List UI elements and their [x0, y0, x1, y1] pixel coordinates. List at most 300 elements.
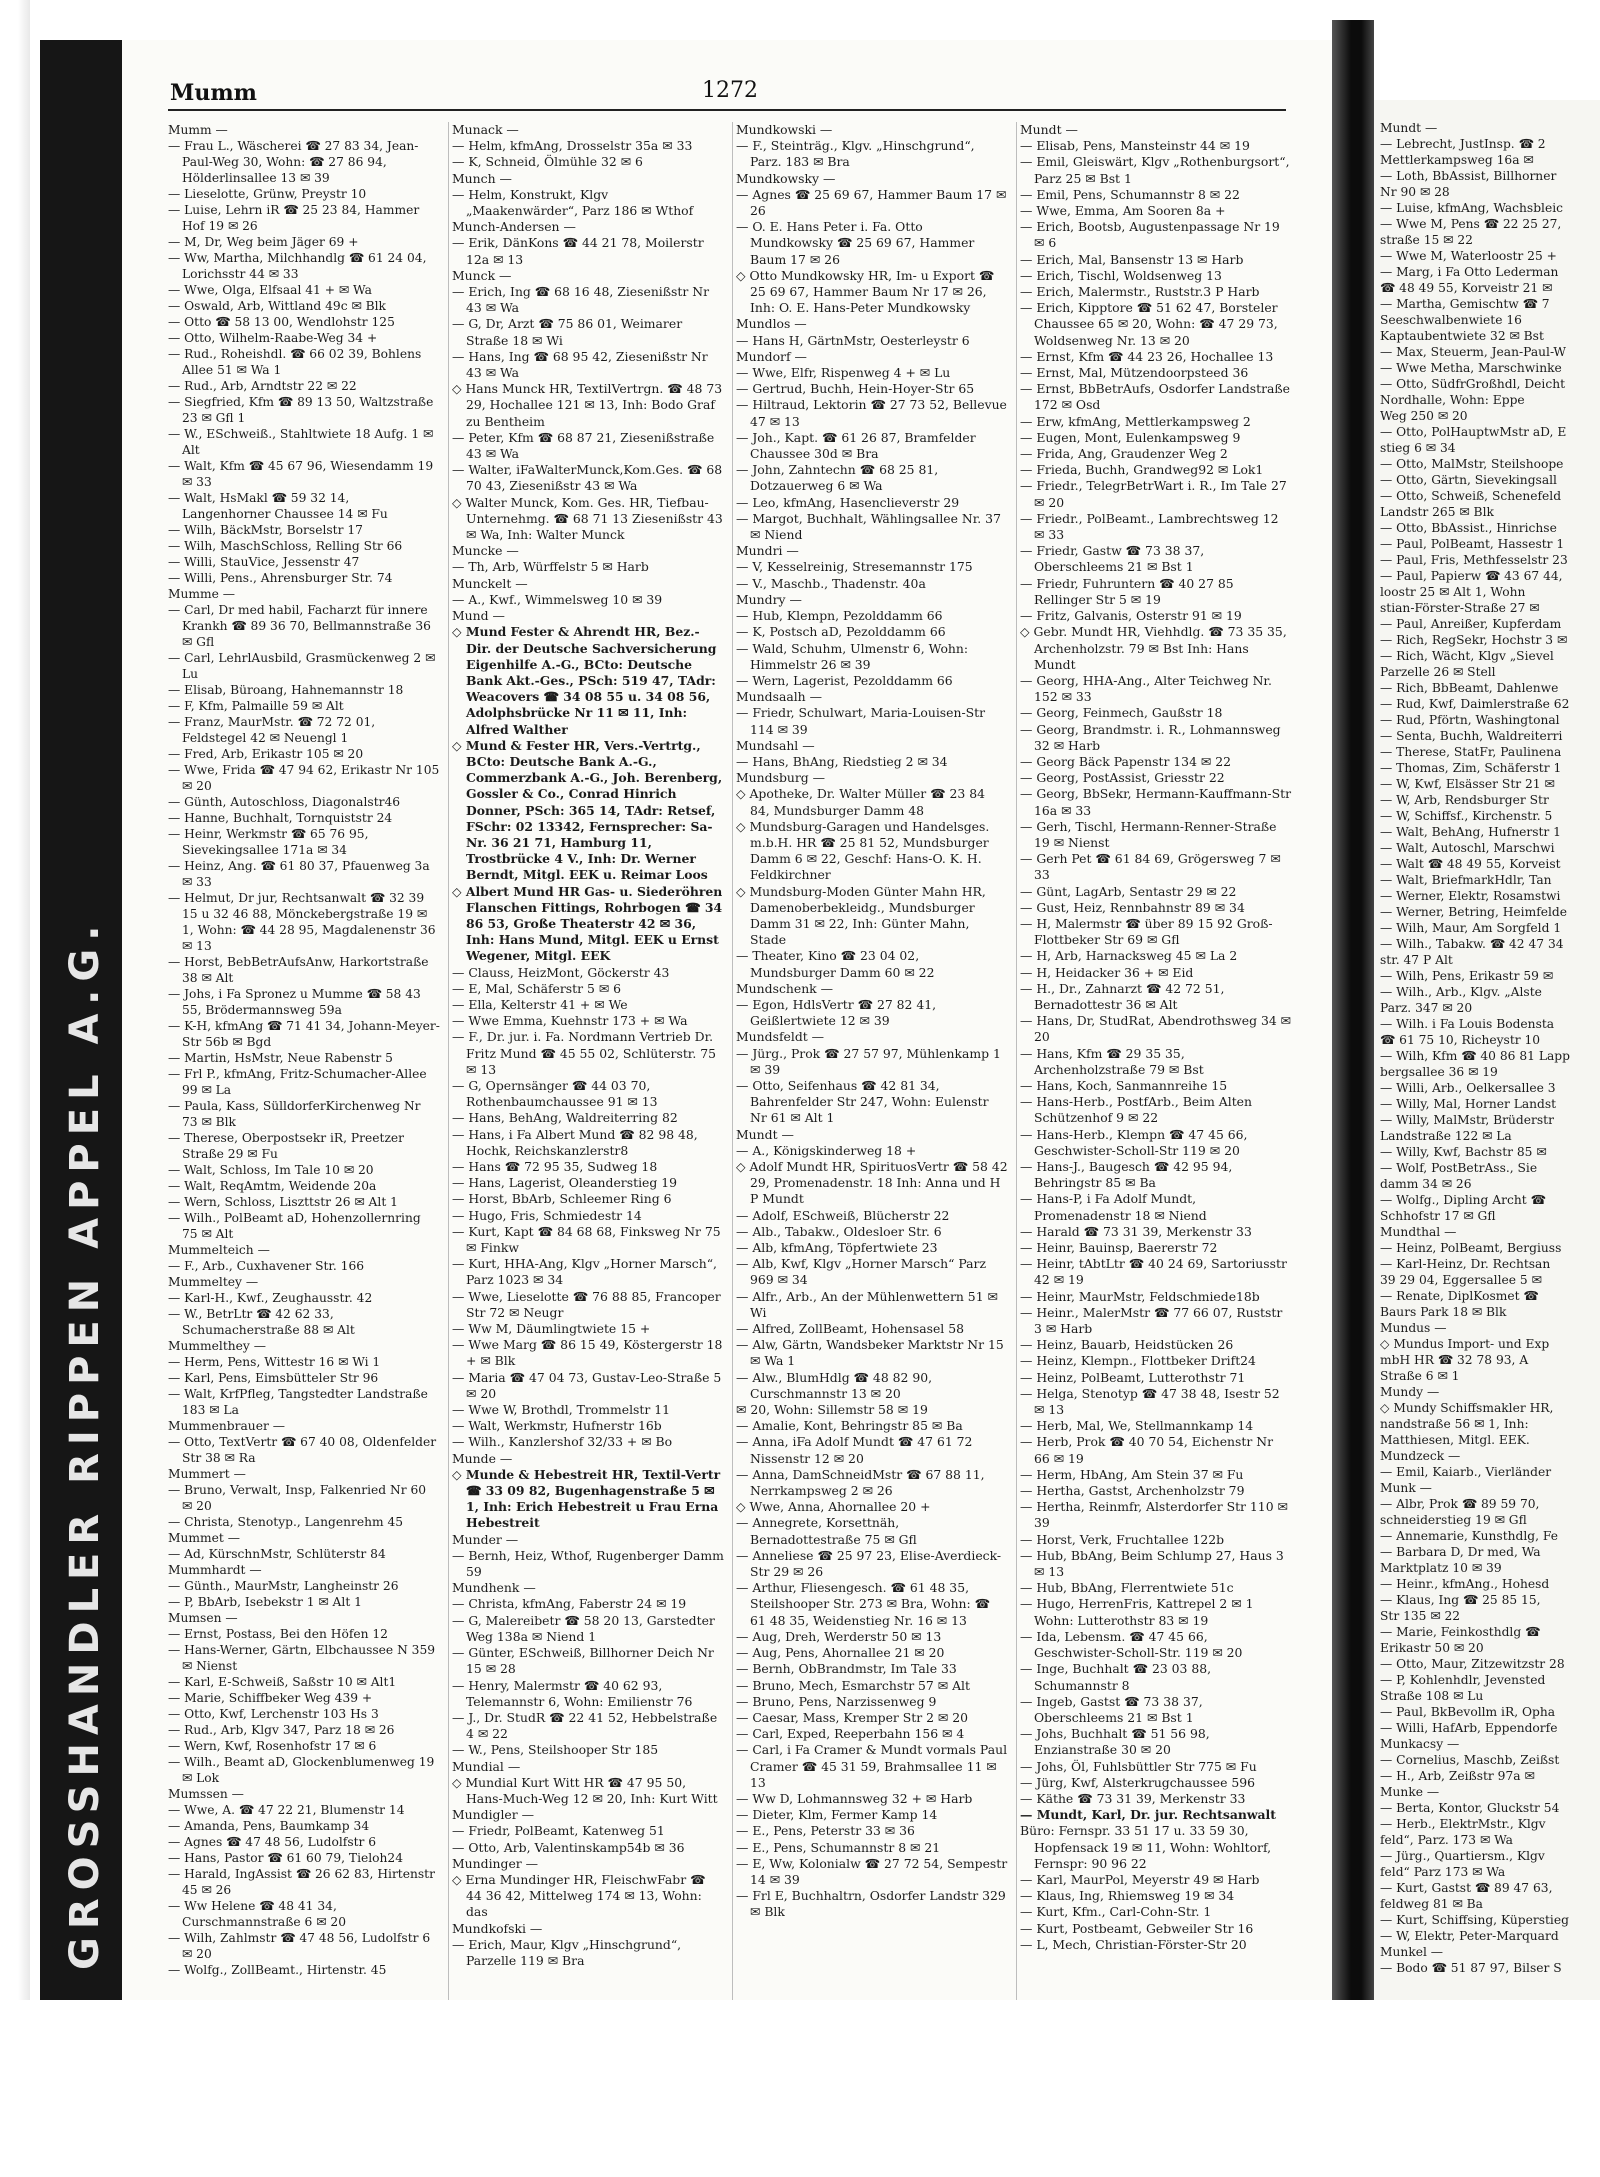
directory-entry: — Albr, Prok ☎ 89 59 70, — [1380, 1497, 1540, 1511]
directory-entry: — H, Heidacker 36 + ✉ Eid — [1020, 964, 1194, 980]
directory-entry: — Elisab, Pens, Mansteinstr 44 ✉ 19 — [1020, 138, 1250, 154]
directory-entry: — Wwe, Lieselotte ☎ 76 88 85, Francoper Str 72 ✉ Neugr — [452, 1288, 721, 1320]
directory-entry: — Otto, Kwf, Lerchenstr 103 Hs 3 — [168, 1707, 379, 1721]
surname-heading: Mundsburg — — [736, 770, 826, 786]
directory-entry: — Otto, Seifenhaus ☎ 42 81 34, Bahrenfelder Str 247, Wohn: Eulenstr Nr 61 ✉ Alt 1 — [736, 1077, 989, 1126]
directory-entry: — Karl-Heinz, Dr. Rechtsan — [1380, 1257, 1551, 1271]
directory-entry: — Johs, Buchhalt ☎ 51 56 98, Enzianstraße 30 ✉ 20 — [1020, 1726, 1210, 1758]
directory-entry: — Heinr, Werkmstr ☎ 65 76 95, Sievekingsallee 171a ✉ 34 — [168, 827, 369, 857]
surname-heading: Mummenbrauer — — [168, 1419, 285, 1433]
surname-heading: Mumssen — — [168, 1787, 244, 1801]
directory-entry: — Loth, BbAssist, Billhorner — [1380, 169, 1557, 183]
directory-entry: — E., Pens, Schumannstr 8 ✉ 21 — [736, 1839, 941, 1855]
directory-entry: — Helga, Stenotyp ☎ 47 38 48, Isestr 52 ✉ 13 — [1020, 1385, 1280, 1418]
directory-entry: — H., Arb, Zeißstr 97a ✉ — [1380, 1769, 1535, 1783]
directory-entry: — H, Arb, Harnacksweg 45 ✉ La 2 — [1020, 948, 1238, 964]
directory-entry: — Margot, Buchhalt, Wählingsallee Nr. 37 ✉ Niend — [736, 510, 1001, 543]
directory-entry: — Otto, Gärtn, Sievekingsall — [1380, 473, 1557, 487]
directory-entry: — Erich, Maur, Klgv „Hinschgrund“, Parzelle 119 ✉ Bra — [452, 1936, 682, 1968]
directory-entry: — Joh., Kapt. ☎ 61 26 87, Bramfelder Chaussee 30d ✉ Bra — [736, 429, 976, 462]
directory-entry: — Hanne, Buchhalt, Tornquiststr 24 — [168, 811, 393, 825]
directory-entry: — Walt, KrfPfleg, Tangstedter Landstraße 183 ✉ La — [168, 1387, 428, 1417]
directory-entry: — W, Arb, Rendsburger Str — [1380, 793, 1549, 807]
directory-entry: — M, Dr, Weg beim Jäger 69 + — [168, 235, 359, 249]
running-head: Mumm — [170, 80, 257, 106]
directory-entry: Seeschwalbenwiete 16 — [1380, 313, 1522, 327]
directory-entry: — Helm, Konstrukt, Klgv „Maakenwärder“, Parz 186 ✉ Wthof — [452, 186, 694, 219]
directory-entry: feldweg 81 ✉ Ba — [1380, 1897, 1483, 1911]
directory-entry: — G, Opernsänger ☎ 44 03 70, Rothenbaumchaussee 91 ✉ 13 — [452, 1077, 658, 1110]
directory-entry: ◇ Mundsburg-Garagen und Handelsges. m.b.H. HR ☎ 25 81 52, Mundsburger Damm 6 ✉ 22, Geschf: Hans-O. K. H. Feldkirchner — [736, 818, 990, 883]
directory-entry: — Walt, Schloss, Im Tale 10 ✉ 20 — [168, 1163, 374, 1177]
directory-entry: — E, Mal, Schäferstr 5 ✉ 6 — [452, 980, 622, 996]
directory-entry: — Friedr, Schulwart, Maria-Louisen-Str 114 ✉ 39 — [736, 705, 986, 737]
directory-entry: — Friedr, PolBeamt, Katenweg 51 — [452, 1823, 665, 1839]
directory-entry: — Otto, Wilhelm-Raabe-Weg 34 + — [168, 331, 378, 345]
directory-entry: — Rud, Pförtn, Washingtonal — [1380, 713, 1560, 727]
directory-entry: Baurs Park 18 ✉ Blk — [1380, 1305, 1507, 1319]
directory-entry: — Friedr, Gastw ☎ 73 38 37, Oberschleems 21 ✉ Bst 1 — [1020, 543, 1205, 575]
surname-heading: Mundkowsky — — [736, 170, 836, 186]
directory-entry: — Fred, Arb, Erikastr 105 ✉ 20 — [168, 747, 364, 761]
directory-entry: — E, Ww, Kolonialw ☎ 27 72 54, Sempestr 14 ✉ 39 — [736, 1855, 1008, 1887]
directory-entry: — Emil, Pens, Schumannstr 8 ✉ 22 — [1020, 186, 1240, 202]
directory-entry: — Hans-Werner, Gärtn, Elbchaussee N 359 ✉ Nienst — [168, 1643, 436, 1673]
book-gutter — [1332, 20, 1374, 2040]
directory-entry: — Willi, Pens., Ahrensburger Str. 74 — [168, 571, 393, 585]
directory-entry: — Paul, Papierw ☎ 43 67 44, — [1380, 569, 1563, 583]
directory-entry: — Martin, HsMstr, Neue Rabenstr 5 — [168, 1051, 393, 1065]
directory-entry: — Horst, BbArb, Schleemer Ring 6 — [452, 1191, 672, 1207]
directory-entry: — Willy, Mal, Horner Landst — [1380, 1097, 1557, 1111]
directory-entry: — Herb, Prok ☎ 40 70 54, Eichenstr Nr 66 ✉ 19 — [1020, 1434, 1273, 1466]
directory-entry: — Wern, Schloss, Liszttstr 26 ✉ Alt 1 — [168, 1195, 398, 1209]
surname-heading: Muncke — — [452, 543, 519, 559]
directory-entry: — Heinz, Klempn., Flottbeker Drift24 — [1020, 1353, 1256, 1369]
surname-heading: Mumm — — [168, 123, 228, 137]
directory-entry: — Alw, Gärtn, Wandsbeker Marktstr Nr 15 ✉ Wa 1 — [736, 1337, 1004, 1369]
directory-entry: — Erich, Kipptore ☎ 51 62 47, Borsteler Chaussee 65 ✉ 20, Wohn: ☎ 47 29 73, Woldsenweg Nr. 13 ✉ 20 — [1020, 300, 1278, 348]
directory-entry: — Agnes ☎ 47 48 56, Ludolfstr 6 — [168, 1835, 377, 1849]
surname-heading: Mundt — — [1020, 122, 1078, 137]
directory-entry: — Aug, Pens, Ahornallee 21 ✉ 20 — [736, 1645, 945, 1661]
directory-entry: — P, BbArb, Isebekstr 1 ✉ Alt 1 — [168, 1595, 362, 1609]
directory-entry: — Wolfg., Dipling Archt ☎ — [1380, 1193, 1546, 1207]
directory-entry: ◇ Hans Munck HR, TextilVertrgn. ☎ 48 73 29, Hochallee 121 ✉ 13, Inh: Bodo Graf zu Bentheim — [452, 381, 723, 429]
directory-entry: — A., Kwf., Wimmelsweg 10 ✉ 39 — [452, 591, 663, 607]
directory-entry: — Henry, Malermstr ☎ 40 62 93, Telemannstr 6, Wohn: Emilienstr 76 — [452, 1677, 693, 1709]
scan-margin — [0, 2000, 1600, 2177]
directory-entry: ◇ Mundus Import- und Exp — [1380, 1337, 1550, 1351]
directory-entry: — Heinz, Bauarb, Heidstücken 26 — [1020, 1337, 1234, 1353]
surname-heading: Mundzeck — — [1380, 1449, 1461, 1463]
directory-entry: nandstraße 56 ✉ 1, Inh: — [1380, 1417, 1529, 1431]
directory-entry: — Günth., MaurMstr, Langheinstr 26 — [168, 1579, 399, 1593]
directory-entry: — F., Dr. jur. i. Fa. Nordmann Vertrieb Dr. Fritz Mund ☎ 45 55 02, Schlüterstr. 75 ✉ 13 — [452, 1029, 717, 1077]
directory-entry: — Hans ☎ 72 95 35, Sudweg 18 — [452, 1159, 658, 1174]
directory-entry: — Rich, Wächt, Klgv „Sievel — [1380, 649, 1554, 663]
directory-entry: — Ida, Lebensm. ☎ 47 45 66, Geschwister-Scholl-Str. 119 ✉ 20 — [1020, 1628, 1243, 1661]
directory-entry: — Herm, HbAng, Am Stein 37 ✉ Fu — [1020, 1466, 1244, 1482]
directory-entry: — Wwe W, Brothdl, Trommelstr 11 — [452, 1402, 671, 1418]
directory-entry: — K-H, kfmAng ☎ 71 41 34, Johann-Meyer-Str 56b ✉ Bgd — [168, 1019, 440, 1049]
surname-heading: Mundial — — [452, 1758, 521, 1774]
surname-heading: Mundt — — [1380, 121, 1438, 135]
directory-entry: — Jürg, Kwf, Alsterkrugchaussee 596 — [1020, 1774, 1255, 1790]
directory-entry: — Wilh, MaschSchloss, Relling Str 66 — [168, 539, 403, 553]
directory-entry: — Otto, Arb, Valentinskamp54b ✉ 36 — [452, 1839, 685, 1855]
surname-heading: Munch — — [452, 170, 512, 186]
directory-entry: — V., Maschb., Thadenstr. 40a — [736, 575, 926, 591]
directory-entry: — Wilh., Arb., Klgv. „Alste — [1380, 985, 1542, 999]
directory-entry: ◇ Mundy Schiffsmakler HR, — [1380, 1401, 1554, 1415]
directory-entry: Nr 90 ✉ 28 — [1380, 185, 1450, 199]
directory-entry: — Friedr, Fuhruntern ☎ 40 27 85 Rellinger Str 5 ✉ 19 — [1020, 575, 1234, 607]
directory-entry: Kaptaubentwiete 32 ✉ Bst — [1380, 329, 1544, 343]
directory-entry: — Ad, KürschnMstr, Schlüterstr 84 — [168, 1547, 386, 1561]
directory-entry: — Barbara D, Dr med, Wa — [1380, 1545, 1541, 1559]
column-2 — [452, 122, 724, 1969]
directory-entry: — Hans, BehAng, Waldreiterring 82 — [452, 1110, 678, 1126]
directory-entry: loostr 25 ✉ Alt 1, Wohn — [1380, 585, 1526, 599]
directory-entry: — Willi, HafArb, Eppendorfe — [1380, 1721, 1558, 1735]
surname-heading: Mundschenk — — [736, 980, 834, 996]
directory-entry: — Wwe, Frida ☎ 47 94 62, Erikastr Nr 105 ✉ 20 — [168, 763, 440, 793]
directory-entry: — Karl, Pens, Eimsbütteler Str 96 — [168, 1371, 379, 1385]
directory-entry: — Gertrud, Buchh, Hein-Hoyer-Str 65 — [736, 381, 975, 397]
directory-entry: — Alb., Tabakw., Oldesloer Str. 6 — [736, 1223, 942, 1239]
directory-entry: ◇ Apotheke, Dr. Walter Müller ☎ 23 84 84, Mundsburger Damm 48 — [736, 786, 986, 818]
directory-entry: — Wilh., Beamt aD, Glockenblumenweg 19 ✉ Lok — [168, 1755, 435, 1785]
directory-entry: — Rich, BbBeamt, Dahlenwe — [1380, 681, 1559, 695]
surname-heading: Munkel — — [1380, 1945, 1444, 1959]
directory-entry: — Theater, Kino ☎ 23 04 02, Mundsburger Damm 60 ✉ 22 — [736, 948, 935, 980]
surname-heading: Mundri — — [736, 543, 799, 559]
column-divider — [1016, 122, 1017, 2002]
directory-entry: — Horst, BebBetrAufsAnw, Harkortstraße 38 ✉ Alt — [168, 955, 429, 985]
directory-entry: — Christa, Stenotyp., Langenrehm 45 — [168, 1515, 404, 1529]
directory-entry: — Bruno, Pens, Narzissenweg 9 — [736, 1693, 937, 1709]
directory-entry: — Anneliese ☎ 25 97 23, Elise-Averdieck-Str 29 ✉ 26 — [736, 1547, 1002, 1580]
directory-entry: — Frieda, Buchh, Grandweg92 ✉ Lok1 — [1020, 462, 1264, 478]
directory-entry: — Hans-Herb., Klempn ☎ 47 45 66, Geschwister-Scholl-Str 119 ✉ 20 — [1020, 1126, 1248, 1158]
directory-entry: — Wilh., Kanzlershof 32/33 + ✉ Bo — [452, 1434, 673, 1450]
directory-entry: — Wilh., Tabakw. ☎ 42 47 34 — [1380, 937, 1564, 951]
surname-heading: Munke — — [1380, 1785, 1440, 1799]
column-3 — [736, 122, 1008, 1921]
directory-entry: — Wwe, A. ☎ 47 22 21, Blumenstr 14 — [168, 1803, 405, 1817]
directory-entry: — F., Arb., Cuxhavener Str. 166 — [168, 1259, 365, 1273]
directory-entry: — Horst, Verk, Fruchtallee 122b — [1020, 1531, 1225, 1547]
directory-entry: — Erich, Ing ☎ 68 16 48, Ziesenißstr Nr 43 ✉ Wa — [452, 284, 710, 316]
directory-entry: — Agnes ☎ 25 69 67, Hammer Baum 17 ✉ 26 — [736, 186, 1007, 219]
directory-entry: — Clauss, HeizMont, Göckerstr 43 — [452, 964, 670, 980]
directory-entry: stian-Förster-Straße 27 ✉ — [1380, 601, 1540, 615]
directory-entry: — Ww M, Däumlingtwiete 15 + — [452, 1321, 651, 1337]
directory-entry: — Anna, DamSchneidMstr ☎ 67 88 11, Nerrkampsweg 2 ✉ 26 — [736, 1466, 985, 1499]
directory-entry: — Wilh, Zahlmstr ☎ 47 48 56, Ludolfstr 6 ✉ 20 — [168, 1931, 431, 1961]
directory-entry: — Walt, HsMakl ☎ 59 32 14, Langenhorner Chaussee 14 ✉ Fu — [168, 491, 388, 521]
surname-heading: Mundhenk — — [452, 1580, 536, 1596]
directory-entry: Str 135 ✉ 22 — [1380, 1609, 1461, 1623]
directory-entry: — Bruno, Verwalt, Insp, Falkenried Nr 60 ✉ 20 — [168, 1483, 427, 1513]
directory-entry: — Walt, BehAng, Hufnerstr 1 — [1380, 825, 1561, 839]
directory-entry: — Alw., BlumHdlg ☎ 48 82 90, Curschmannstr 13 ✉ 20 — [736, 1369, 933, 1401]
directory-entry: — Heinz, Ang. ☎ 61 80 37, Pfauenweg 3a ✉ 33 — [168, 859, 430, 889]
facing-page-column — [1380, 120, 1600, 1976]
directory-entry: — F, Kfm, Palmaille 59 ✉ Alt — [168, 699, 344, 713]
directory-entry: — Senta, Buchh, Waldreiterri — [1380, 729, 1563, 743]
surname-heading: Mummet — — [168, 1531, 240, 1545]
directory-entry: — Johs, Öl, Fuhlsbüttler Str 775 ✉ Fu — [1020, 1758, 1257, 1774]
surname-heading: Munkacsy — — [1380, 1737, 1460, 1751]
directory-entry: ◇ Erna Mundinger HR, FleischwFabr ☎ 44 36 42, Mittelweg 174 ✉ 13, Wohn: das — [452, 1871, 706, 1920]
directory-entry: — Walt, BriefmarkHdlr, Tan — [1380, 873, 1552, 887]
directory-entry: — L, Mech, Christian-Förster-Str 20 — [1020, 1936, 1247, 1952]
directory-entry: — Otto, Schweiß, Schenefeld — [1380, 489, 1562, 503]
directory-entry: — Annemarie, Kunsthdlg, Fe — [1380, 1529, 1558, 1543]
directory-entry: ◇ Mundsburg-Moden Günter Mahn HR, Damenoberbekleidg., Mundsburger Damm 31 ✉ 22, Inh: Günter Mahn, Stade — [736, 883, 986, 948]
directory-entry: — Elisab, Büroang, Hahnemannstr 18 — [168, 683, 404, 697]
column-1 — [168, 122, 440, 1978]
directory-entry: — Annegrete, Korsettnäh, Bernadottestraße 75 ✉ Gfl — [736, 1515, 917, 1547]
directory-entry: — Klaus, Ing, Rhiemsweg 19 ✉ 34 — [1020, 1888, 1235, 1904]
directory-entry: — Alfr., Arb., An der Mühlenwettern 51 ✉ Wi — [736, 1288, 998, 1320]
surname-heading: Mundthal — — [1380, 1225, 1457, 1239]
directory-entry: — Otto, PolHauptwMstr aD, E — [1380, 425, 1567, 439]
directory-entry: — E., Pens, Peterstr 33 ✉ 36 — [736, 1823, 915, 1839]
directory-entry: — Therese, StatFr, Paulinena — [1380, 745, 1562, 759]
directory-entry: — Willi, StauVice, Jessenstr 47 — [168, 555, 360, 569]
directory-entry: — W, Elektr, Peter-Marquard — [1380, 1929, 1559, 1943]
directory-entry: — Thomas, Zim, Schäferstr 1 — [1380, 761, 1562, 775]
directory-entry: — Erich, Bootsb, Augustenpassage Nr 19 ✉ 6 — [1020, 219, 1280, 251]
directory-entry: — Oswald, Arb, Wittland 49c ✉ Blk — [168, 299, 386, 313]
binding-strip — [40, 40, 122, 2000]
surname-heading: Munde — — [452, 1450, 513, 1466]
directory-entry: — Wwe, Olga, Elfsaal 41 + ✉ Wa — [168, 283, 372, 297]
directory-entry: — Ww D, Lohmannsweg 32 + ✉ Harb — [736, 1790, 973, 1806]
directory-entry: — Friedr., PolBeamt., Lambrechtsweg 12 ✉ 33 — [1020, 510, 1279, 543]
directory-entry: — Wwe Metha, Marschwinke — [1380, 361, 1562, 375]
directory-entry: — Wwe Emma, Kuehnstr 173 + ✉ Wa — [452, 1013, 688, 1029]
directory-entry: — F., Steinträg., Klgv. „Hinschgrund“, Parz. 183 ✉ Bra — [736, 138, 975, 170]
directory-entry: — Paula, Kass, SülldorferKirchenweg Nr 73 ✉ Blk — [168, 1099, 421, 1129]
directory-entry: — Kurt, Schiffsing, Küperstieg — [1380, 1913, 1569, 1927]
directory-entry: — Karl, MaurPol, Meyerstr 49 ✉ Harb — [1020, 1871, 1260, 1887]
directory-entry: — K, Schneid, Ölmühle 32 ✉ 6 — [452, 154, 643, 170]
directory-entry: feld“ Parz 173 ✉ Wa — [1380, 1865, 1506, 1879]
directory-entry: — Frau L., Wäscherei ☎ 27 83 34, Jean-Paul-Weg 30, Wohn: ☎ 27 86 94, Hölderlinsallee 13 ✉ 39 — [168, 139, 419, 185]
directory-entry: — Wern, Lagerist, Pezolddamm 66 — [736, 672, 953, 688]
directory-entry: — Maria ☎ 47 04 73, Gustav-Leo-Straße 5 ✉ 20 — [452, 1369, 722, 1401]
directory-entry: — Ella, Kelterstr 41 + ✉ We — [452, 996, 628, 1012]
directory-entry: — Eugen, Mont, Eulenkampsweg 9 — [1020, 429, 1241, 445]
directory-entry: — Erik, DänKons ☎ 44 21 78, Moilerstr 12a ✉ 13 — [452, 235, 704, 267]
directory-entry: feld“, Parz. 173 ✉ Wa — [1380, 1833, 1513, 1847]
directory-entry: — Gerh, Tischl, Hermann-Renner-Straße 19 ✉ Nienst — [1020, 818, 1277, 850]
directory-entry: — Alfred, ZollBeamt, Hohensasel 58 — [736, 1321, 964, 1337]
directory-entry: — Karl-H., Kwf., Zeughausstr. 42 — [168, 1291, 373, 1305]
directory-entry: — Herb, Mal, We, Stellmannkamp 14 — [1020, 1418, 1254, 1434]
directory-entry: — Erich, Tischl, Woldsenweg 13 — [1020, 267, 1222, 283]
directory-entry: — P, Kohlenhdlr, Jevensted — [1380, 1673, 1546, 1687]
directory-entry: mbH HR ☎ 32 78 93, A — [1380, 1353, 1529, 1367]
directory-entry: — Wilh., PolBeamt aD, Hohenzollernring 75 ✉ Alt — [168, 1211, 421, 1241]
directory-entry: — Ernst, Mal, Mützendoorpsteed 36 — [1020, 365, 1249, 381]
directory-entry: bergsallee 36 ✉ 19 — [1380, 1065, 1498, 1079]
directory-entry: 39 29 04, Eggersallee 5 ✉ — [1380, 1273, 1542, 1287]
header-rule — [168, 109, 1286, 111]
directory-entry: — Frl E, Buchhaltrn, Osdorfer Landstr 329 ✉ Blk — [736, 1888, 1006, 1920]
directory-entry: ◇ Mundial Kurt Witt HR ☎ 47 95 50, Hans-Much-Weg 12 ✉ 20, Inh: Kurt Witt — [452, 1774, 718, 1806]
directory-entry: — Hertha, Reinmfr, Alsterdorfer Str 110 ✉ 39 — [1020, 1499, 1288, 1531]
directory-entry: — Heinz, PolBeamt, Bergiuss — [1380, 1241, 1562, 1255]
directory-entry: — Erich, Mal, Bansenstr 13 ✉ Harb — [1020, 251, 1244, 267]
spine-text: GROSSHANDLER RIPPEN APPEL A.G. — [62, 917, 108, 1970]
directory-entry: — Luise, kfmAng, Wachsbleic — [1380, 201, 1564, 215]
column-divider — [732, 122, 733, 2002]
directory-entry: — G, Malereibetr ☎ 58 20 13, Garstedter Weg 138a ✉ Niend 1 — [452, 1612, 715, 1644]
directory-entry: — Gust, Heiz, Rennbahnstr 89 ✉ 34 — [1020, 899, 1245, 915]
directory-entry: — Paul, Fris, Methfesselstr 23 — [1380, 553, 1568, 567]
surname-heading: Mundy — — [1380, 1385, 1440, 1399]
directory-entry: — Wwe Marg ☎ 86 15 49, Köstergerstr 18 + ✉ Blk — [452, 1337, 723, 1369]
directory-entry: — Hans, Kfm ☎ 29 35 35, Archenholzstraße 79 ✉ Bst — [1020, 1045, 1204, 1077]
directory-entry: — Heinz, PolBeamt, Lutterothstr 71 — [1020, 1369, 1246, 1385]
directory-entry: — Carl, LehrlAusbild, Grasmückenweg 2 ✉ Lu — [168, 651, 436, 681]
directory-entry: — Wolfg., ZollBeamt., Hirtenstr. 45 — [168, 1963, 387, 1977]
directory-entry: — Adolf, ESchweiß, Blücherstr 22 — [736, 1207, 950, 1223]
directory-entry: — Kurt, HHA-Ang, Klgv „Horner Marsch“, Parz 1023 ✉ 34 — [452, 1256, 717, 1288]
directory-entry: — Aug, Dreh, Werderstr 50 ✉ 13 — [736, 1628, 942, 1644]
directory-entry: — John, Zahntechn ☎ 68 25 81, Dotzauerweg 6 ✉ Wa — [736, 462, 939, 494]
directory-entry: — Carl, i Fa Cramer & Mundt vormals Paul Cramer ☎ 45 31 59, Brahmsallee 11 ✉ 13 — [736, 1742, 1008, 1790]
directory-entry: — Jürg., Prok ☎ 27 57 97, Mühlenkamp 1 ✉ 39 — [736, 1045, 1001, 1077]
directory-entry: — Egon, HdlsVertr ☎ 27 82 41, Geißlertwiete 12 ✉ 39 — [736, 996, 937, 1029]
surname-heading: Mumsen — — [168, 1611, 238, 1625]
directory-entry: — Erw, kfmAng, Mettlerkampsweg 2 — [1020, 413, 1251, 429]
directory-entry: — Wwe, Elfr, Rispenweg 4 + ✉ Lu — [736, 365, 951, 381]
surname-heading: Mummert — — [168, 1467, 246, 1481]
directory-entry: ◇ Gebr. Mundt HR, Viehhdlg. ☎ 73 35 35, Archenholzstr. 79 ✉ Bst Inh: Hans Mundt — [1020, 624, 1287, 672]
directory-entry: — Walt, Autoschl, Marschwi — [1380, 841, 1555, 855]
directory-entry: — Kurt, Kapt ☎ 84 68 68, Finksweg Nr 75 ✉ Finkw — [452, 1223, 721, 1256]
directory-entry: ☎ 48 49 55, Korveistr 21 ✉ — [1380, 281, 1553, 295]
directory-entry: ◇ Adolf Mundt HR, SpirituosVertr ☎ 58 42 29, Promenadenstr. 18 Inh: Anna und H P Mundt — [736, 1159, 1008, 1207]
directory-entry: — Ernst, Postass, Bei den Höfen 12 — [168, 1627, 388, 1641]
directory-entry: schneiderstieg 19 ✉ Gfl — [1380, 1513, 1527, 1527]
directory-entry: — Bernh, Heiz, Wthof, Rugenberger Damm 59 — [452, 1547, 724, 1580]
page-number: 1272 — [702, 78, 758, 103]
directory-entry: — Ingeb, Gastst ☎ 73 38 37, Oberschleems 21 ✉ Bst 1 — [1020, 1693, 1203, 1725]
surname-heading: Mundus — — [1380, 1321, 1447, 1335]
directory-entry: — Wolf, PostBetrAss., Sie — [1380, 1161, 1538, 1175]
directory-entry: — Günt, LagArb, Sentastr 29 ✉ 22 — [1020, 883, 1237, 899]
column-divider — [448, 122, 449, 2002]
directory-entry: — Otto, Maur, Zitzewitzstr 28 — [1380, 1657, 1565, 1671]
directory-entry: — Wald, Schuhm, Ulmenstr 6, Wohn: Himmelstr 26 ✉ 39 — [736, 640, 969, 672]
directory-entry: — Rud., Arb, Klgv 347, Parz 18 ✉ 26 — [168, 1723, 395, 1737]
directory-entry: — Martha, Gemischtw ☎ 7 — [1380, 297, 1550, 311]
directory-entry: — Paul, BkBevollm iR, Opha — [1380, 1705, 1556, 1719]
directory-entry: — Dieter, Klm, Fermer Kamp 14 — [736, 1807, 938, 1823]
directory-entry: — Hans H, GärtnMstr, Oesterleystr 6 — [736, 332, 970, 348]
directory-entry: — Wilh, BäckMstr, Borselstr 17 — [168, 523, 363, 537]
directory-entry: — Helm, kfmAng, Drosselstr 35a ✉ 33 — [452, 138, 693, 154]
surname-heading: Mundkofski — — [452, 1920, 543, 1936]
directory-entry: — J., Dr. StudR ☎ 22 41 52, Hebbelstraße 4 ✉ 22 — [452, 1709, 718, 1742]
directory-entry: — Hans, BhAng, Riedstieg 2 ✉ 34 — [736, 753, 948, 769]
directory-entry: — Peter, Kfm ☎ 68 87 21, Ziesenißstraße 43 ✉ Wa — [452, 429, 715, 462]
directory-entry: — Werner, Elektr, Rosamstwi — [1380, 889, 1561, 903]
directory-entry: — Inge, Buchhalt ☎ 23 03 88, Schumannstr 8 — [1020, 1661, 1212, 1693]
directory-entry: — Berta, Kontor, Gluckstr 54 — [1380, 1801, 1560, 1815]
directory-entry: — Mundt, Karl, Dr. jur. Rechtsanwalt — [1020, 1807, 1276, 1823]
directory-entry: — Georg Bäck Papenstr 134 ✉ 22 — [1020, 753, 1231, 769]
surname-heading: Munck — — [452, 267, 512, 283]
surname-heading: Munk — — [1380, 1481, 1432, 1495]
directory-entry: — Therese, Oberpostsekr iR, Preetzer Straße 29 ✉ Fu — [168, 1131, 405, 1161]
directory-entry: — Otto, SüdfrGroßhdl, Deicht — [1380, 377, 1566, 391]
directory-entry: — Otto, BbAssist., Hinrichse — [1380, 521, 1557, 535]
directory-entry: — Günth, Autoschloss, Diagonalstr46 — [168, 795, 401, 809]
directory-entry: Parzelle 26 ✉ Stell — [1380, 665, 1496, 679]
directory-entry: — Herm, Pens, Wittestr 16 ✉ Wi 1 — [168, 1355, 381, 1369]
directory-entry: — Karl, E-Schweiß, Saßstr 10 ✉ Alt1 — [168, 1675, 397, 1689]
directory-entry: — Gerh Pet ☎ 61 84 69, Grögersweg 7 ✉ 33 — [1020, 851, 1281, 883]
directory-entry: — Hans, i Fa Albert Mund ☎ 82 98 48, Hochk, Reichskanzlerstr8 — [452, 1126, 698, 1158]
directory-entry: — Erich, Malermstr., Ruststr.3 P Harb — [1020, 284, 1260, 300]
surname-heading: Mundsahl — — [736, 737, 815, 753]
directory-entry: — Harald, IngAssist ☎ 26 62 83, Hirtenstr 45 ✉ 26 — [168, 1867, 435, 1897]
directory-entry: ◇ Munde & Hebestreit HR, Textil-Vertr ☎ 33 09 82, Bugenhagenstraße 5 ✉ 1, Inh: Erich Hebestreit u Frau Erna Hebestreit — [452, 1466, 721, 1531]
surname-heading: Munder — — [452, 1531, 519, 1547]
directory-entry: ◇ Wwe, Anna, Ahornallee 20 + — [736, 1499, 931, 1515]
directory-entry: — Arthur, Fliesengesch. ☎ 61 48 35, Steilshooper Str. 273 ✉ Bra, Wohn: ☎ 61 48 35, Weidenstieg Nr. 16 ✉ 13 — [736, 1580, 991, 1628]
directory-entry: — Heinr., MalerMstr ☎ 77 66 07, Ruststr 3 ✉ Harb — [1020, 1304, 1283, 1337]
directory-entry: — Harald ☎ 73 31 39, Merkenstr 33 — [1020, 1223, 1252, 1239]
directory-entry: — O. E. Hans Peter i. Fa. Otto Mundkowsky ☎ 25 69 67, Hammer Baum 17 ✉ 26 — [736, 219, 975, 267]
surname-heading: Mundinger — — [452, 1855, 539, 1871]
directory-page — [122, 40, 1332, 2000]
directory-entry: — Heinr., kfmAng., Hohesd — [1380, 1577, 1550, 1591]
directory-entry: — Lieselotte, Grünw, Preystr 10 — [168, 187, 367, 201]
column-4 — [1020, 122, 1292, 1953]
directory-entry: — Hans, Koch, Sanmannreihe 15 — [1020, 1077, 1228, 1093]
surname-heading: Munch-Andersen — — [452, 219, 576, 235]
surname-heading: Mundkowski — — [736, 122, 833, 137]
directory-entry: — Jürg., Quartiersm., Klgv — [1380, 1849, 1545, 1863]
directory-entry: — Kurt, Kfm., Carl-Cohn-Str. 1 — [1020, 1904, 1212, 1920]
directory-entry: — Heinr, MaurMstr, Feldschmiede18b — [1020, 1288, 1260, 1304]
directory-entry: — Hub, BbAng, Flerrentwiete 51c — [1020, 1580, 1234, 1596]
directory-entry: Matthiesen, Mitgl. EEK. — [1380, 1433, 1530, 1447]
directory-entry: — Wwe M, Waterloostr 25 + — [1380, 249, 1557, 263]
directory-entry: — Siegfried, Kfm ☎ 89 13 50, Waltzstraße 23 ✉ Gfl 1 — [168, 395, 434, 425]
directory-entry: — Frl P., kfmAng, Fritz-Schumacher-Allee 99 ✉ La — [168, 1067, 427, 1097]
directory-entry: — Hertha, Gastst, Archenholzstr 79 — [1020, 1483, 1245, 1499]
directory-entry: — H, Malermstr ☎ über 89 15 92 Groß-Flottbeker Str 69 ✉ Gfl — [1020, 915, 1273, 948]
directory-entry: — Hans-J., Baugesch ☎ 42 95 94, Behringstr 85 ✉ Ba — [1020, 1159, 1233, 1191]
directory-entry: — Bernh, ObBrandmstr, Im Tale 33 — [736, 1661, 957, 1677]
surname-heading: Mundigler — — [452, 1807, 535, 1823]
directory-entry: — W., BetrLtr ☎ 42 62 33, Schumacherstraße 88 ✉ Alt — [168, 1307, 355, 1337]
directory-entry: — Käthe ☎ 73 31 39, Merkenstr 33 — [1020, 1790, 1246, 1806]
directory-entry: — Walt, ReqAmtm, Weidende 20a — [168, 1179, 377, 1193]
directory-entry: — Carl, Exped, Reeperbahn 156 ✉ 4 — [736, 1726, 965, 1742]
directory-entry: — Alb, kfmAng, Töpfertwiete 23 — [736, 1240, 938, 1256]
